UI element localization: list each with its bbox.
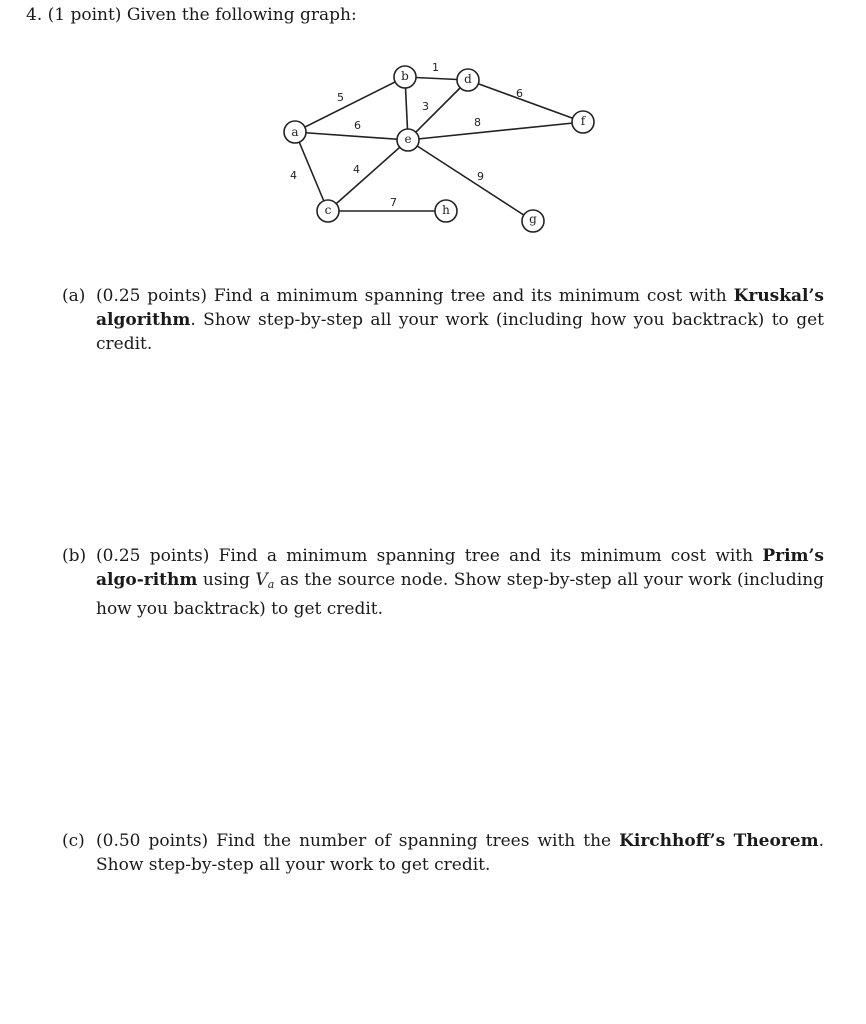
problem-title: 4. (1 point) Given the following graph: [26, 5, 357, 25]
part-c-points: (0.50 points) Find the number of spanning trees with the [96, 831, 612, 851]
edge-weight-b-d: 1 [432, 61, 439, 74]
part-c-instructions: . Show step-by-step all your work to get credit. [96, 831, 825, 875]
part-b-source-subscript: a [267, 578, 275, 591]
part-a-algorithm: Kruskal’s algorithm [96, 286, 824, 330]
part-a-instructions: . Show step-by-step all your work (including how you backtrack) to get credit. [96, 310, 824, 354]
part-a-points: (0.25 points) Find a minimum spanning tree and its minimum cost with [96, 286, 727, 306]
edge-e-f [408, 122, 583, 140]
edge-weight-d-f: 6 [516, 87, 523, 100]
node-label-a: a [291, 125, 299, 139]
edge-d-e [408, 80, 468, 140]
edge-weight-a-e: 6 [354, 119, 361, 132]
edge-weight-c-h: 7 [390, 196, 397, 209]
part-b-source-var: V [255, 570, 268, 590]
part-a-text [96, 284, 824, 356]
node-label-b: b [401, 69, 409, 83]
edge-a-c [295, 132, 328, 211]
part-b-algorithm: Prim’s algo-rithm [96, 546, 825, 590]
node-label-g: g [529, 212, 537, 226]
node-label-d: d [464, 72, 472, 86]
node-label-e: e [404, 132, 412, 146]
edge-weight-e-c: 4 [353, 163, 360, 176]
edge-weight-a-c: 4 [290, 169, 297, 182]
part-b-label: (b) [62, 546, 87, 566]
edge-weight-a-b: 5 [337, 91, 344, 104]
question-part-c [62, 829, 824, 877]
edge-a-b [295, 77, 405, 132]
graph-diagram [0, 0, 866, 260]
part-b-instructions: as the source node. Show step-by-step all your work (including how you backtrack) to get credit. [96, 570, 825, 619]
edge-a-e [295, 132, 408, 140]
part-a-label: (a) [62, 286, 86, 306]
node-label-f: f [580, 114, 586, 128]
edge-weight-e-f: 8 [474, 116, 481, 129]
part-b-points: (0.25 points) Find a minimum spanning tree and its minimum cost with [96, 546, 754, 566]
edge-weight-e-g: 9 [477, 170, 484, 183]
node-label-h: h [442, 203, 450, 217]
part-b-using: using [202, 570, 250, 590]
edge-weight-b-e: 3 [422, 100, 429, 113]
question-part-a [62, 284, 824, 356]
part-b-text [96, 544, 824, 621]
edge-d-f [468, 80, 583, 122]
part-c-text [96, 829, 824, 877]
part-c-label: (c) [62, 831, 85, 851]
part-c-theorem: Kirchhoff’s Theorem [619, 831, 819, 851]
edge-e-g [408, 140, 533, 221]
question-part-b [62, 544, 824, 621]
node-label-c: c [324, 203, 332, 217]
